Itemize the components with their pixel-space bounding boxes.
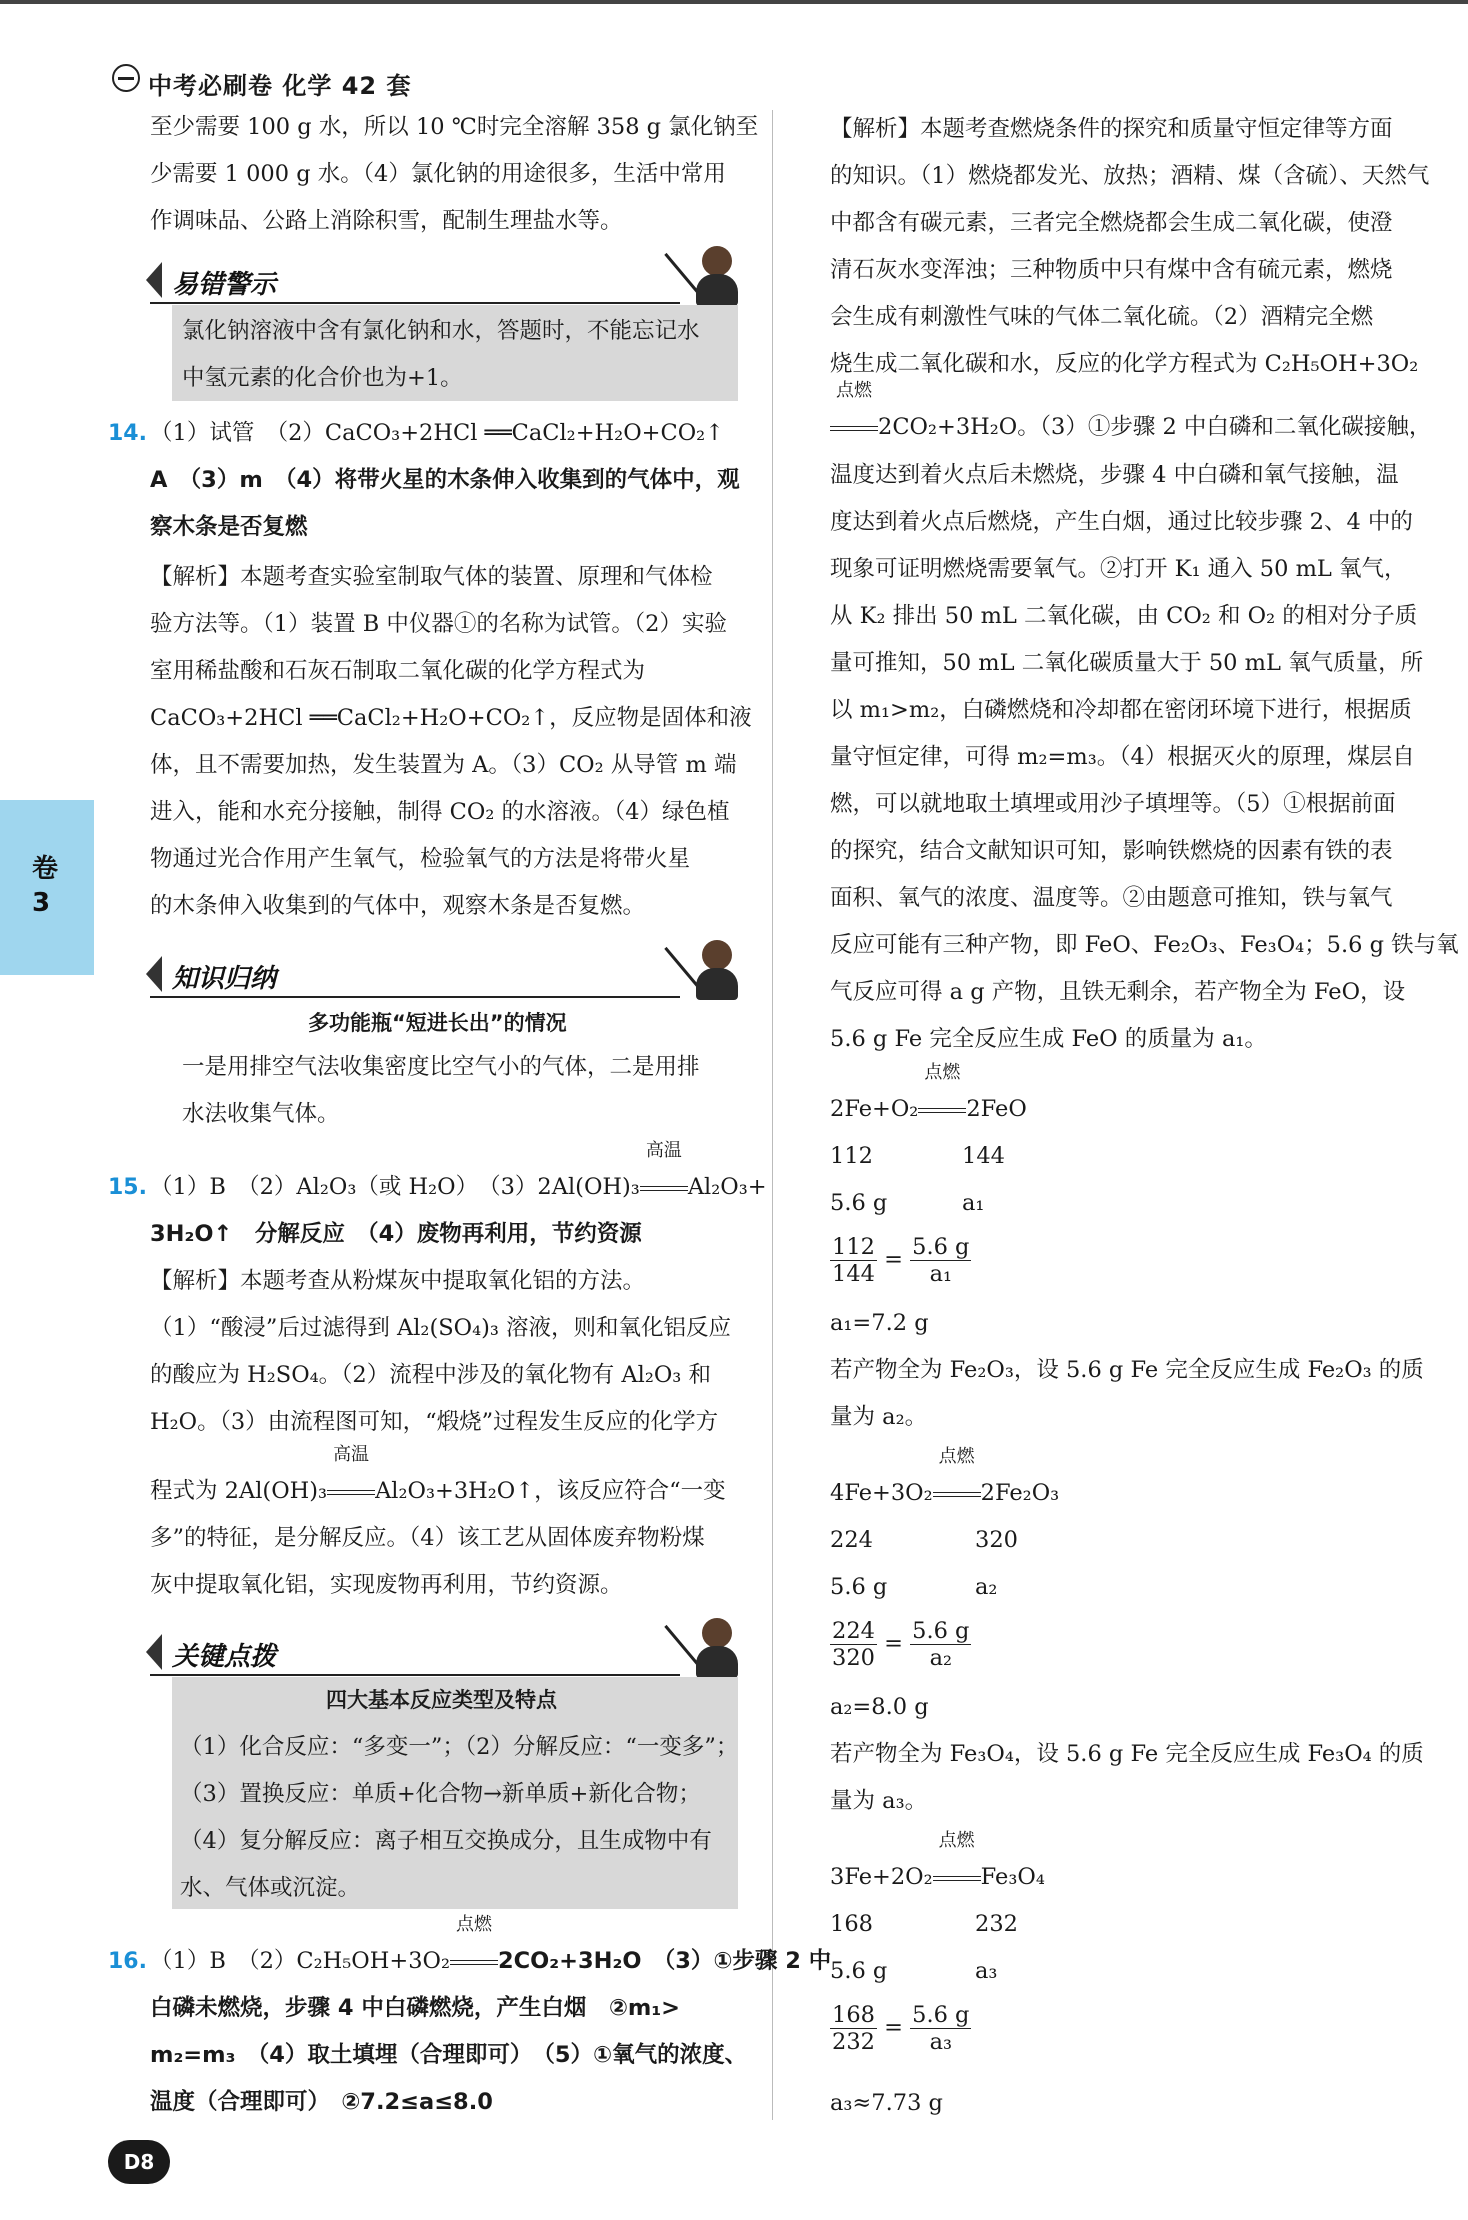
result: a₂=8.0 g bbox=[830, 1694, 929, 1720]
question-number: 15. bbox=[108, 1175, 147, 1200]
text-line: 若产物全为 Fe₂O₃，设 5.6 g Fe 完全反应生成 Fe₂O₃ 的质 bbox=[830, 1357, 1424, 1383]
side-tab-number: 3 bbox=[32, 888, 51, 918]
equation-part: 2FeO bbox=[966, 1096, 1027, 1122]
answer-line: （1）试管 （2）CaCO₃+2HCl ══CaCl₂+H₂O+CO₂↑ bbox=[150, 420, 725, 446]
fraction-numerator: 168 bbox=[832, 2002, 875, 2028]
keypoint-box-title: 四大基本反应类型及特点 bbox=[326, 1688, 557, 1712]
analysis-line: 室用稀盐酸和石灰石制取二氧化碳的化学方程式为 bbox=[150, 658, 646, 684]
condition-arrow bbox=[933, 1830, 981, 1901]
answer-line bbox=[150, 1140, 767, 1211]
condition-arrow bbox=[327, 1444, 375, 1515]
answer-line: 3H₂O↑ 分解反应 （4）废物再利用，节约资源 bbox=[150, 1221, 642, 1247]
condition-arrow bbox=[450, 1914, 498, 1985]
molar-mass: 232 bbox=[975, 1911, 1018, 1937]
analysis-line: 5.6 g Fe 完全反应生成 FeO 的质量为 a₁。 bbox=[830, 1026, 1267, 1052]
molar-mass: 144 bbox=[962, 1143, 1005, 1169]
condition-label: 点燃 bbox=[836, 380, 872, 401]
unknown-mass: a₂ bbox=[975, 1574, 998, 1600]
equation-part: 2Fe+O₂ bbox=[830, 1096, 919, 1122]
answer-line: A （3）m （4）将带火星的木条伸入收集到的气体中，观 bbox=[150, 467, 740, 493]
analysis-line: H₂O。（3）由流程图可知，“煅烧”过程发生反应的化学方 bbox=[150, 1409, 719, 1435]
analysis-line: 度达到着火点后燃烧，产生白烟，通过比较步骤 2、4 中的 bbox=[830, 509, 1413, 535]
analysis-line: 燃，可以就地取土填埋或用沙子填埋等。（5）①根据前面 bbox=[830, 791, 1396, 817]
keypoint-text: （3）置换反应：单质+化合物→新单质+新化合物； bbox=[180, 1781, 701, 1807]
analysis-line: 气反应可得 a g 产物，且铁无剩余，若产物全为 FeO，设 bbox=[830, 979, 1406, 1005]
analysis-part: 程式为 2Al(OH)₃ bbox=[150, 1478, 328, 1504]
tip-box-header bbox=[150, 258, 730, 304]
knowledge-box-title: 多功能瓶“短进长出”的情况 bbox=[308, 1011, 567, 1035]
analysis-line: 的探究，结合文献知识可知，影响铁燃烧的因素有铁的表 bbox=[830, 838, 1393, 864]
question-number: 14. bbox=[108, 421, 147, 446]
fraction-denominator: 232 bbox=[832, 2029, 875, 2055]
knowledge-box-header bbox=[150, 952, 730, 998]
condition-arrow bbox=[640, 1140, 688, 1211]
answer-line: 白磷未燃烧，步骤 4 中白磷燃烧，产生白烟 ②m₁> bbox=[150, 1995, 681, 2021]
condition-label: 点燃 bbox=[938, 1830, 975, 1851]
molar-mass: 224 bbox=[830, 1527, 873, 1553]
question-number: 16. bbox=[108, 1949, 147, 1974]
equation-part: Fe₃O₄ bbox=[980, 1864, 1045, 1890]
tip-text: 中氢元素的化合价也为+1。 bbox=[182, 365, 463, 391]
text-line: 少需要 1 000 g 水。（4）氯化钠的用途很多，生活中常用 bbox=[150, 161, 726, 187]
keypoint-text: （1）化合反应：“多变一”；（2）分解反应：“一变多”； bbox=[180, 1734, 739, 1760]
fraction-numerator: 5.6 g bbox=[912, 1618, 970, 1644]
teacher-icon bbox=[680, 938, 740, 1000]
fraction-numerator: 5.6 g bbox=[912, 1234, 970, 1260]
analysis-part: Al₂O₃+3H₂O↑，该反应符合“一变 bbox=[375, 1478, 726, 1504]
analysis-line: 【解析】本题考查燃烧条件的探究和质量守恒定律等方面 bbox=[830, 116, 1393, 142]
analysis-line: 烧生成二氧化碳和水，反应的化学方程式为 C₂H₅OH+3O₂ bbox=[830, 351, 1419, 377]
analysis-line: 面积、氧气的浓度、温度等。②由题意可推知，铁与氧气 bbox=[830, 885, 1393, 911]
text-line: 若产物全为 Fe₃O₄，设 5.6 g Fe 完全反应生成 Fe₃O₄ 的质 bbox=[830, 1741, 1424, 1767]
molar-mass: 168 bbox=[830, 1911, 873, 1937]
analysis-line: CaCO₃+2HCl ══CaCl₂+H₂O+CO₂↑，反应物是固体和液 bbox=[150, 705, 752, 731]
answer-part: 2CO₂+3H₂O （3）①步骤 2 中 bbox=[498, 1948, 832, 1974]
knowledge-text: 一是用排空气法收集密度比空气小的气体，二是用排 bbox=[182, 1054, 700, 1080]
keypoint-text: （4）复分解反应：离子相互交换成分，且生成物中有 bbox=[180, 1828, 712, 1854]
unknown-mass: a₃ bbox=[975, 1958, 998, 1984]
fraction-denominator: a₃ bbox=[929, 2029, 953, 2055]
divider bbox=[150, 1674, 680, 1676]
analysis-line: 量守恒定律，可得 m₂=m₃。（4）根据灭火的原理，煤层自 bbox=[830, 744, 1415, 770]
fraction-numerator: 112 bbox=[832, 1234, 875, 1260]
analysis-line: 多”的特征，是分解反应。（4）该工艺从固体废弃物粉煤 bbox=[150, 1525, 705, 1551]
keypoint-box-header bbox=[150, 1630, 730, 1676]
condition-label: 点燃 bbox=[924, 1062, 961, 1083]
equation-part: 4Fe+3O₂ bbox=[830, 1480, 933, 1506]
fraction-numerator: 5.6 g bbox=[912, 2002, 970, 2028]
text-line: 作调味品、公路上消除积雪，配制生理盐水等。 bbox=[150, 208, 623, 234]
analysis-line: 物通过光合作用产生氧气，检验氧气的方法是将带火星 bbox=[150, 846, 691, 872]
answer-part: （1）B （2）C₂H₅OH+3O₂ bbox=[150, 1948, 450, 1974]
given-mass: 5.6 g bbox=[830, 1958, 888, 1984]
analysis-line bbox=[830, 380, 1432, 451]
analysis-line: 【解析】本题考查实验室制取气体的装置、原理和气体检 bbox=[150, 564, 713, 590]
analysis-line: 的木条伸入收集到的气体中，观察木条是否复燃。 bbox=[150, 893, 646, 919]
analysis-line: 会生成有刺激性气味的气体二氧化硫。（2）酒精完全燃 bbox=[830, 304, 1374, 330]
fraction-denominator: a₂ bbox=[929, 1645, 953, 1671]
analysis-line: 温度达到着火点后未燃烧，步骤 4 中白磷和氧气接触，温 bbox=[830, 462, 1399, 488]
analysis-line: 清石灰水变浑浊；三种物质中只有煤中含有硫元素，燃烧 bbox=[830, 257, 1393, 283]
condition-arrow bbox=[933, 1446, 981, 1517]
equation bbox=[830, 1062, 1027, 1133]
unknown-mass: a₁ bbox=[962, 1190, 985, 1216]
teacher-icon bbox=[680, 1616, 740, 1678]
analysis-line: 以 m₁>m₂，白磷燃烧和冷却都在密闭环境下进行，根据质 bbox=[830, 697, 1412, 723]
condition-arrow bbox=[918, 1062, 966, 1133]
molar-mass: 112 bbox=[830, 1143, 873, 1169]
equation bbox=[830, 1830, 1045, 1901]
fraction-denominator: 320 bbox=[832, 1645, 875, 1671]
analysis-line: 中都含有碳元素，三者完全燃烧都会生成二氧化碳，使澄 bbox=[830, 210, 1393, 236]
analysis-line: 进入，能和水充分接触，制得 CO₂ 的水溶液。（4）绿色植 bbox=[150, 799, 730, 825]
condition-label: 高温 bbox=[645, 1140, 682, 1161]
tip-box-tag: 易错警示 bbox=[172, 270, 277, 300]
fraction-denominator: 144 bbox=[832, 1261, 875, 1287]
analysis-line: 体，且不需要加热，发生装置为 A。（3）CO₂ 从导管 m 端 bbox=[150, 752, 737, 778]
analysis-line: 的知识。（1）燃烧都发光、放热；酒精、煤（含硫）、天然气 bbox=[830, 163, 1430, 189]
proportion: $\frac{224}{320}$ = $\frac{5.6 g}{\text{a₂}}$ bbox=[832, 1618, 970, 1671]
analysis-line: 灰中提取氧化铝，实现废物再利用，节约资源。 bbox=[150, 1572, 623, 1598]
result: a₁=7.2 g bbox=[830, 1310, 929, 1336]
equation-part: 2Fe₂O₃ bbox=[980, 1480, 1060, 1506]
result: a₃≈7.73 g bbox=[830, 2090, 943, 2116]
condition-label: 点燃 bbox=[456, 1914, 492, 1935]
page-number: D8 bbox=[108, 2140, 170, 2184]
book-logo-icon bbox=[112, 64, 140, 92]
text-line: 至少需要 100 g 水，所以 10 ℃时完全溶解 358 g 氯化钠至 bbox=[150, 114, 759, 140]
tip-text: 氯化钠溶液中含有氯化钠和水，答题时，不能忘记水 bbox=[182, 318, 700, 344]
analysis-line: 量可推知，50 mL 二氧化碳质量大于 50 mL 氧气质量，所 bbox=[830, 650, 1424, 676]
divider bbox=[150, 302, 680, 304]
proportion: $\frac{112}{144}$ = $\frac{5.6 g}{\text{a₁}}$ bbox=[832, 1234, 970, 1287]
analysis-line: （1）“酸浸”后过滤得到 Al₂(SO₄)₃ 溶液，则和氧化铝反应 bbox=[150, 1315, 732, 1341]
fraction-denominator: a₁ bbox=[929, 1261, 953, 1287]
knowledge-text: 水法收集气体。 bbox=[182, 1101, 340, 1127]
condition-label: 点燃 bbox=[938, 1446, 975, 1467]
analysis-part: 2CO₂+3H₂O。（3）①步骤 2 中白磷和二氧化碳接触， bbox=[878, 414, 1432, 440]
text-line: 量为 a₃。 bbox=[830, 1788, 928, 1814]
answer-line bbox=[150, 1914, 832, 1985]
divider bbox=[150, 996, 680, 998]
answer-line: 察木条是否复燃 bbox=[150, 514, 308, 540]
analysis-line: 现象可证明燃烧需要氧气。②打开 K₁ 通入 50 mL 氧气， bbox=[830, 556, 1407, 582]
analysis-line: 从 K₂ 排出 50 mL 二氧化碳，由 CO₂ 和 O₂ 的相对分子质 bbox=[830, 603, 1418, 629]
top-rule bbox=[0, 0, 1468, 4]
arrow-icon bbox=[146, 1634, 162, 1670]
answer-part: Al₂O₃+ bbox=[687, 1174, 767, 1200]
answer-line: 温度（合理即可） ②7.2≤a≤8.0 bbox=[150, 2089, 493, 2115]
proportion: $\frac{168}{232}$ = $\frac{5.6 g}{\text{a₃}}$ bbox=[832, 2002, 970, 2055]
condition-arrow bbox=[830, 380, 878, 451]
equation bbox=[830, 1446, 1060, 1517]
analysis-line: 【解析】本题考查从粉煤灰中提取氧化铝的方法。 bbox=[150, 1268, 646, 1294]
arrow-icon bbox=[146, 262, 162, 298]
molar-mass: 320 bbox=[975, 1527, 1018, 1553]
fraction-numerator: 224 bbox=[832, 1618, 875, 1644]
knowledge-box-tag: 知识归纳 bbox=[172, 964, 277, 994]
given-mass: 5.6 g bbox=[830, 1190, 888, 1216]
keypoint-text: 水、气体或沉淀。 bbox=[180, 1875, 361, 1901]
analysis-line bbox=[150, 1444, 726, 1515]
running-header: 中考必刷卷 化学 42 套 bbox=[148, 72, 412, 100]
volume-side-tab bbox=[0, 800, 94, 975]
answer-line: m₂=m₃ （4）取土填埋（合理即可） （5）①氧气的浓度、 bbox=[150, 2042, 748, 2068]
keypoint-box-tag: 关键点拨 bbox=[172, 1642, 277, 1672]
analysis-line: 反应可能有三种产物，即 FeO、Fe₂O₃、Fe₃O₄；5.6 g 铁与氧 bbox=[830, 932, 1459, 958]
given-mass: 5.6 g bbox=[830, 1574, 888, 1600]
column-divider bbox=[772, 110, 773, 2120]
answer-part: （1）B （2）Al₂O₃（或 H₂O） （3）2Al(OH)₃ bbox=[150, 1174, 640, 1200]
side-tab-label: 卷 bbox=[32, 854, 59, 884]
arrow-icon bbox=[146, 956, 162, 992]
text-line: 量为 a₂。 bbox=[830, 1404, 928, 1430]
equation-part: 3Fe+2O₂ bbox=[830, 1864, 933, 1890]
analysis-line: 验方法等。（1）装置 B 中仪器①的名称为试管。（2）实验 bbox=[150, 611, 727, 637]
condition-label: 高温 bbox=[333, 1444, 370, 1465]
teacher-icon bbox=[680, 244, 740, 306]
analysis-line: 的酸应为 H₂SO₄。（2）流程中涉及的氧化物有 Al₂O₃ 和 bbox=[150, 1362, 711, 1388]
